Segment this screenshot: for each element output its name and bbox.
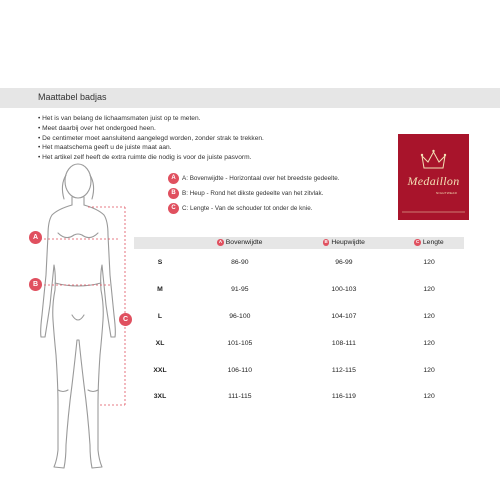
legend-item-b: [168, 187, 323, 200]
header-label: Bovenwijdte: [225, 239, 263, 247]
brand-logo: [398, 134, 469, 220]
header-length: [394, 237, 464, 249]
legend-item-c: [168, 202, 312, 215]
hip-cell: 104-107: [331, 312, 357, 320]
legend-item-a: [168, 172, 340, 185]
instruction-item: • Het artikel zelf heeft de extra ruimte die nodig is voor de juiste pasvorm.: [38, 153, 264, 163]
badge-b: B: [324, 239, 328, 245]
size-cell: XL: [155, 339, 165, 347]
marker-c: C: [119, 313, 132, 326]
badge-b: B: [168, 188, 179, 199]
header-size: [134, 237, 186, 249]
legend-text: B: Heup - Rond het dikste gedeelte van het zitvlak.: [182, 190, 324, 197]
length-cell: 120: [423, 312, 435, 320]
instruction-item: • Meet daarbij over het ondergoed heen.: [38, 124, 264, 134]
header-bust: [186, 237, 294, 249]
table-row: [134, 249, 464, 276]
logo-wordmark: Medaillon: [407, 174, 460, 188]
page-title: Maattabel badjas: [38, 92, 107, 102]
legend-text: A: Bovenwijdte - Horizontaal over het breedste gedeelte.: [182, 175, 340, 182]
size-cell: L: [157, 312, 163, 320]
marker-b: B: [29, 278, 42, 291]
length-cell: 120: [423, 393, 435, 401]
header-hip: [294, 237, 394, 249]
hip-cell: 100-103: [331, 285, 357, 293]
legend-text: C: Lengte - Van de schouder tot onder de knie.: [182, 205, 313, 212]
bust-cell: 106-110: [227, 366, 253, 374]
length-cell: 120: [423, 366, 435, 374]
bust-cell: 96-100: [229, 312, 251, 320]
length-cell: 120: [423, 258, 435, 266]
table-row: [134, 276, 464, 303]
hip-cell: 112-115: [331, 366, 356, 374]
size-table: [134, 237, 464, 410]
hip-cell: 96-99: [335, 258, 353, 266]
instruction-item: • Het maatschema geeft u de juiste maat aan.: [38, 143, 264, 153]
table-row: [134, 330, 464, 357]
length-cell: 120: [423, 285, 435, 293]
badge-c: C: [416, 239, 420, 245]
logo-subtitle: NIGHTWEAR: [436, 191, 458, 195]
header-label: Heupwijdte: [331, 239, 365, 247]
table-row: [134, 357, 464, 384]
instruction-item: • Het is van belang de lichaamsmaten juist op te meten.: [38, 114, 264, 124]
table-row: [134, 303, 464, 330]
badge-a: A: [168, 173, 179, 184]
size-cell: S: [157, 258, 163, 266]
table-header-row: [134, 237, 464, 249]
size-cell: XXL: [153, 366, 167, 374]
length-cell: 120: [423, 339, 435, 347]
size-cell: M: [157, 285, 163, 293]
hip-cell: 116-119: [331, 393, 356, 401]
hip-cell: 108-111: [331, 339, 356, 347]
bust-cell: 91-95: [231, 285, 249, 293]
marker-a: A: [29, 231, 42, 244]
bust-cell: 86-90: [231, 258, 249, 266]
header-label: Lengte: [422, 239, 444, 247]
bust-cell: 101-105: [227, 339, 253, 347]
badge-a: A: [218, 239, 223, 245]
table-row: [134, 383, 464, 410]
instruction-item: • De centimeter moet aansluitend aangelegd worden, zonder strak te trekken.: [38, 134, 264, 144]
badge-c: C: [168, 203, 179, 214]
size-cell: 3XL: [153, 393, 167, 401]
bust-cell: 111-115: [228, 393, 252, 401]
